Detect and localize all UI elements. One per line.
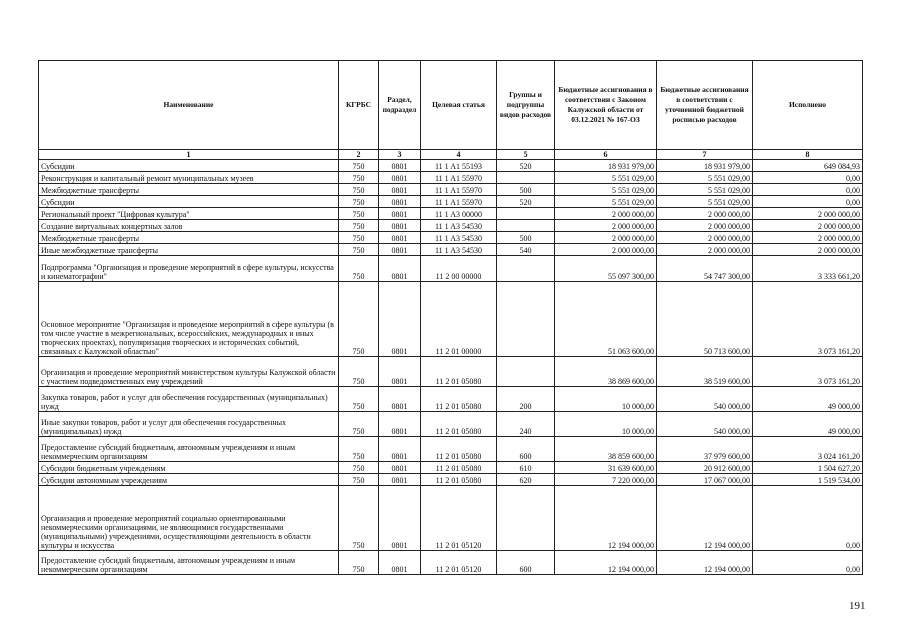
table-row (39, 282, 863, 357)
row-kgrbs: 750 (339, 486, 379, 551)
row-name: Реконструкция и капитальный ремонт муниципальных музеев (39, 172, 339, 184)
row-expense-group (497, 486, 555, 551)
row-target-article: 11 1 A1 55970 (421, 172, 497, 184)
row-target-article: 11 1 A3 54530 (421, 232, 497, 244)
row-refined-allocation: 12 194 000,00 (657, 486, 753, 551)
row-executed: 649 084,93 (753, 160, 863, 172)
row-refined-allocation: 5 551 029,00 (657, 184, 753, 196)
row-refined-allocation: 2 000 000,00 (657, 244, 753, 256)
header-executed: Исполнено (753, 61, 863, 150)
row-expense-group: 200 (497, 387, 555, 412)
row-target-article: 11 2 00 00000 (421, 256, 497, 282)
column-number: 8 (753, 150, 863, 160)
row-razdel: 0801 (379, 184, 421, 196)
budget-table (38, 60, 863, 575)
row-razdel: 0801 (379, 220, 421, 232)
row-target-article: 11 2 01 05120 (421, 486, 497, 551)
table-row (39, 462, 863, 474)
row-razdel: 0801 (379, 244, 421, 256)
row-name: Межбюджетные трансферты (39, 232, 339, 244)
column-number: 3 (379, 150, 421, 160)
row-law-allocation: 10 000,00 (555, 387, 657, 412)
table-row (39, 172, 863, 184)
row-executed: 0,00 (753, 172, 863, 184)
header-expense-group: Группы и подгруппы видов расходов (497, 61, 555, 150)
table-header (39, 61, 863, 160)
row-refined-allocation: 50 713 600,00 (657, 282, 753, 357)
column-number: 7 (657, 150, 753, 160)
row-law-allocation: 12 194 000,00 (555, 486, 657, 551)
row-razdel: 0801 (379, 196, 421, 208)
row-law-allocation: 12 194 000,00 (555, 551, 657, 575)
row-name: Создание виртуальных концертных залов (39, 220, 339, 232)
table-row (39, 208, 863, 220)
row-name: Иные межбюджетные трансферты (39, 244, 339, 256)
table-row (39, 474, 863, 486)
row-expense-group (497, 220, 555, 232)
row-target-article: 11 2 01 05080 (421, 474, 497, 486)
row-refined-allocation: 2 000 000,00 (657, 208, 753, 220)
row-expense-group: 540 (497, 244, 555, 256)
row-razdel: 0801 (379, 357, 421, 387)
row-law-allocation: 5 551 029,00 (555, 184, 657, 196)
header-refined-allocations: Бюджетные ассигнования в соответствии с уточненной бюджетной росписью расходов (657, 61, 753, 150)
row-name: Субсидии бюджетным учреждениям (39, 462, 339, 474)
page-number: 191 (849, 600, 866, 612)
row-law-allocation: 10 000,00 (555, 412, 657, 437)
row-razdel: 0801 (379, 208, 421, 220)
row-law-allocation: 18 931 979,00 (555, 160, 657, 172)
table-row (39, 196, 863, 208)
table-row (39, 244, 863, 256)
row-executed: 3 333 661,20 (753, 256, 863, 282)
row-kgrbs: 750 (339, 412, 379, 437)
row-refined-allocation: 12 194 000,00 (657, 551, 753, 575)
table-row (39, 437, 863, 462)
row-refined-allocation: 18 931 979,00 (657, 160, 753, 172)
row-kgrbs: 750 (339, 172, 379, 184)
column-number: 5 (497, 150, 555, 160)
row-expense-group: 620 (497, 474, 555, 486)
row-name: Предоставление субсидий бюджетным, автономным учреждениям и иным некоммерческим организациям (39, 551, 339, 575)
table-row (39, 256, 863, 282)
row-law-allocation: 7 220 000,00 (555, 474, 657, 486)
row-name: Закупка товаров, работ и услуг для обеспечения государственных (муниципальных) нужд (39, 387, 339, 412)
row-executed: 49 000,00 (753, 412, 863, 437)
row-target-article: 11 2 01 05080 (421, 357, 497, 387)
row-name: Организация и проведение мероприятий министерством культуры Калужской области с участием подведомственных ему учреждений (39, 357, 339, 387)
row-name: Субсидии автономным учреждениям (39, 474, 339, 486)
row-name: Иные закупки товаров, работ и услуг для обеспечения государственных (муниципальных) нужд (39, 412, 339, 437)
row-razdel: 0801 (379, 387, 421, 412)
column-number: 6 (555, 150, 657, 160)
row-target-article: 11 2 01 05080 (421, 462, 497, 474)
row-kgrbs: 750 (339, 357, 379, 387)
row-refined-allocation: 54 747 300,00 (657, 256, 753, 282)
row-name: Предоставление субсидий бюджетным, автономным учреждениям и иным некоммерческим организациям (39, 437, 339, 462)
row-kgrbs: 750 (339, 551, 379, 575)
row-target-article: 11 2 01 05080 (421, 387, 497, 412)
row-name: Основное мероприятие "Организация и проведение мероприятий в сфере культуры (в том числе участие в межрегиональных, всероссийских, международных и иных творческих проектах), популяризация творческих и исторических событий, связанных с Калужской областью" (39, 282, 339, 357)
row-kgrbs: 750 (339, 184, 379, 196)
row-razdel: 0801 (379, 462, 421, 474)
header-target-article: Целевая статья (421, 61, 497, 150)
row-expense-group (497, 256, 555, 282)
row-razdel: 0801 (379, 160, 421, 172)
row-target-article: 11 1 A1 55970 (421, 196, 497, 208)
row-expense-group (497, 282, 555, 357)
header-kgrbs: КГРБС (339, 61, 379, 150)
row-target-article: 11 1 A3 54530 (421, 244, 497, 256)
row-law-allocation: 55 097 300,00 (555, 256, 657, 282)
row-razdel: 0801 (379, 551, 421, 575)
row-law-allocation: 2 000 000,00 (555, 208, 657, 220)
row-executed: 49 000,00 (753, 387, 863, 412)
row-executed: 3 024 161,20 (753, 437, 863, 462)
table-row (39, 412, 863, 437)
row-kgrbs: 750 (339, 232, 379, 244)
row-refined-allocation: 2 000 000,00 (657, 232, 753, 244)
row-kgrbs: 750 (339, 220, 379, 232)
column-number: 2 (339, 150, 379, 160)
row-expense-group: 610 (497, 462, 555, 474)
row-kgrbs: 750 (339, 462, 379, 474)
row-refined-allocation: 17 067 000,00 (657, 474, 753, 486)
row-executed: 1 504 627,20 (753, 462, 863, 474)
row-name: Организация и проведение мероприятий социально ориентированными некоммерческими организациями, не являющимися государственными (муниципальными) учреждениями, осуществляющими деятельность в области культуры и искусства (39, 486, 339, 551)
row-target-article: 11 2 01 05080 (421, 437, 497, 462)
row-name: Региональный проект "Цифровая культура" (39, 208, 339, 220)
row-razdel: 0801 (379, 412, 421, 437)
row-target-article: 11 1 A3 54530 (421, 220, 497, 232)
row-expense-group (497, 172, 555, 184)
row-refined-allocation: 38 519 600,00 (657, 357, 753, 387)
row-executed: 0,00 (753, 196, 863, 208)
row-executed: 0,00 (753, 184, 863, 196)
row-kgrbs: 750 (339, 282, 379, 357)
row-executed: 3 073 161,20 (753, 357, 863, 387)
row-razdel: 0801 (379, 282, 421, 357)
row-law-allocation: 51 063 600,00 (555, 282, 657, 357)
row-razdel: 0801 (379, 256, 421, 282)
row-executed: 2 000 000,00 (753, 220, 863, 232)
row-executed: 1 519 534,00 (753, 474, 863, 486)
row-expense-group: 600 (497, 551, 555, 575)
header-name: Наименование (39, 61, 339, 150)
row-refined-allocation: 540 000,00 (657, 412, 753, 437)
header-razdel: Раздел, подраздел (379, 61, 421, 150)
row-kgrbs: 750 (339, 437, 379, 462)
row-refined-allocation: 540 000,00 (657, 387, 753, 412)
header-law-allocations: Бюджетные ассигнования в соответствии с Законом Калужской области от 03.12.2021 № 167-ОЗ (555, 61, 657, 150)
table-row (39, 551, 863, 575)
row-razdel: 0801 (379, 437, 421, 462)
row-executed: 2 000 000,00 (753, 208, 863, 220)
row-refined-allocation: 5 551 029,00 (657, 196, 753, 208)
row-target-article: 11 1 A1 55193 (421, 160, 497, 172)
row-law-allocation: 38 869 600,00 (555, 357, 657, 387)
row-refined-allocation: 20 912 600,00 (657, 462, 753, 474)
table-body (39, 160, 863, 575)
row-expense-group: 500 (497, 184, 555, 196)
row-executed: 0,00 (753, 551, 863, 575)
row-target-article: 11 1 A3 00000 (421, 208, 497, 220)
table-row (39, 357, 863, 387)
row-executed: 3 073 161,20 (753, 282, 863, 357)
row-law-allocation: 38 859 600,00 (555, 437, 657, 462)
row-target-article: 11 2 01 05080 (421, 412, 497, 437)
row-law-allocation: 2 000 000,00 (555, 244, 657, 256)
table-row (39, 232, 863, 244)
table-row (39, 184, 863, 196)
row-target-article: 11 1 A1 55970 (421, 184, 497, 196)
row-law-allocation: 2 000 000,00 (555, 220, 657, 232)
row-kgrbs: 750 (339, 196, 379, 208)
row-executed: 2 000 000,00 (753, 244, 863, 256)
row-name: Подпрограмма "Организация и проведение мероприятий в сфере культуры, искусства и кинематографии" (39, 256, 339, 282)
row-name: Субсидии (39, 196, 339, 208)
row-name: Субсидии (39, 160, 339, 172)
row-razdel: 0801 (379, 232, 421, 244)
table-row (39, 486, 863, 551)
row-expense-group: 500 (497, 232, 555, 244)
row-kgrbs: 750 (339, 474, 379, 486)
row-razdel: 0801 (379, 486, 421, 551)
row-expense-group: 520 (497, 196, 555, 208)
row-refined-allocation: 5 551 029,00 (657, 172, 753, 184)
row-kgrbs: 750 (339, 256, 379, 282)
row-law-allocation: 31 639 600,00 (555, 462, 657, 474)
table-row (39, 220, 863, 232)
row-executed: 0,00 (753, 486, 863, 551)
column-number-row (39, 150, 863, 160)
row-law-allocation: 5 551 029,00 (555, 196, 657, 208)
column-number: 1 (39, 150, 339, 160)
row-refined-allocation: 2 000 000,00 (657, 220, 753, 232)
row-expense-group (497, 357, 555, 387)
row-executed: 2 000 000,00 (753, 232, 863, 244)
row-target-article: 11 2 01 05120 (421, 551, 497, 575)
table-row (39, 387, 863, 412)
row-expense-group: 240 (497, 412, 555, 437)
row-kgrbs: 750 (339, 387, 379, 412)
row-law-allocation: 2 000 000,00 (555, 232, 657, 244)
column-number: 4 (421, 150, 497, 160)
row-expense-group: 520 (497, 160, 555, 172)
row-razdel: 0801 (379, 172, 421, 184)
row-refined-allocation: 37 979 600,00 (657, 437, 753, 462)
row-expense-group (497, 208, 555, 220)
row-kgrbs: 750 (339, 208, 379, 220)
table-row (39, 160, 863, 172)
row-target-article: 11 2 01 00000 (421, 282, 497, 357)
row-kgrbs: 750 (339, 244, 379, 256)
row-law-allocation: 5 551 029,00 (555, 172, 657, 184)
row-razdel: 0801 (379, 474, 421, 486)
row-kgrbs: 750 (339, 160, 379, 172)
row-expense-group: 600 (497, 437, 555, 462)
row-name: Межбюджетные трансферты (39, 184, 339, 196)
